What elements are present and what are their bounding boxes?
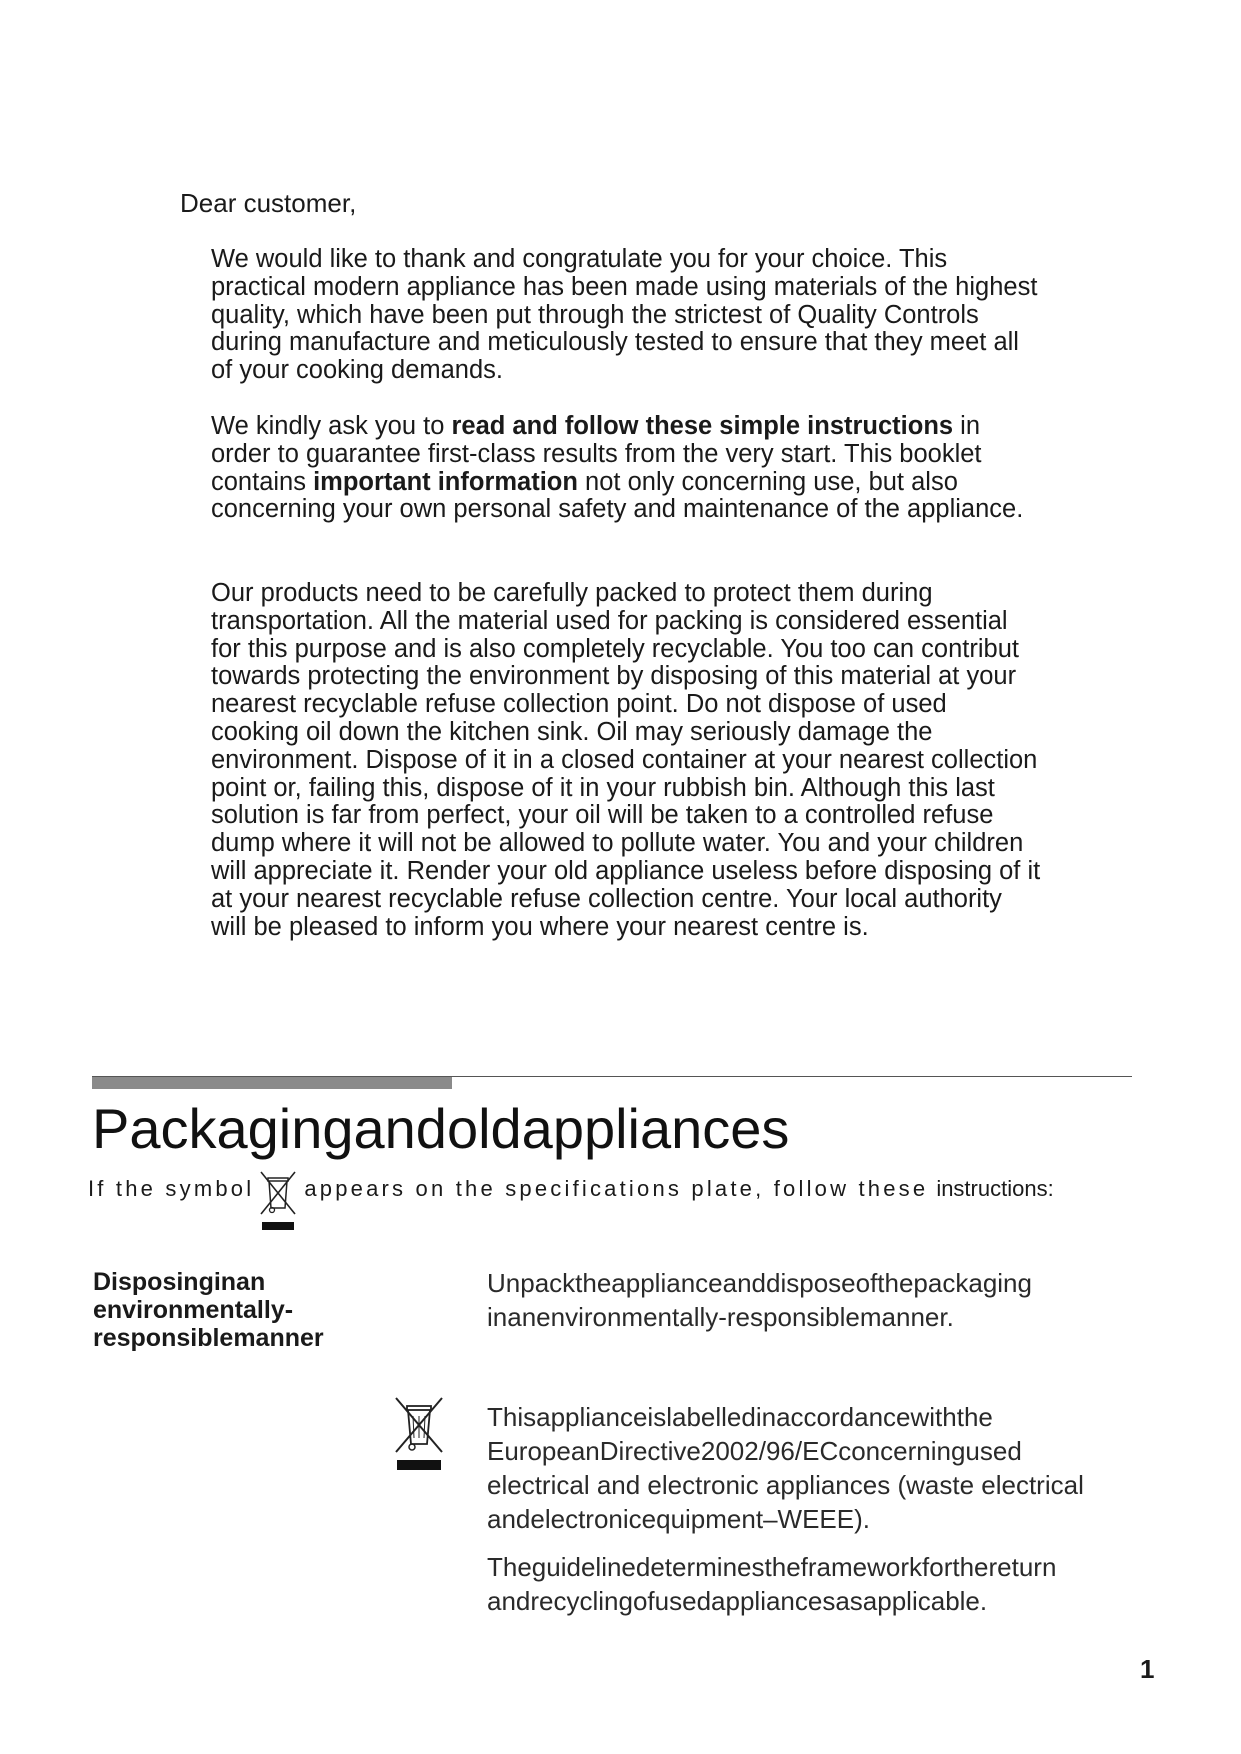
- crossed-out-bin-icon: [258, 1168, 298, 1234]
- symbol-instruction: [88, 1176, 1054, 1236]
- intro-paragraph-2: [211, 413, 1041, 524]
- intro-paragraph-3: Our products need to be carefully packed to protect them during transportation. All the material used for packing is considered essential for this purpose and is also completely recyclable. You too can contribut towards protecting the environment by disposing of this material at your nearest recyclable refuse collection point. Do not dispose of used cooking oil down the kitchen sink. Oil may seriously damage the environment. Dispose of it in a closed container at your nearest collection point or, failing this, dispose of it in your rubbish bin. Although this last solution is far from perfect, your oil will be taken to a controlled refuse dump where it will not be allowed to pollute water. You and your children will appreciate it. Render your old appliance useless before disposing of it at your nearest recyclable refuse collection centre. Your local authority will be pleased to inform you where your nearest centre is.: [211, 579, 1041, 941]
- p2-text-a: We kindly ask you to: [211, 412, 452, 440]
- page-number: 1: [1140, 1654, 1155, 1684]
- section-divider-bar: [92, 1077, 452, 1089]
- weee-directive-text: Thisapplianceislabelledinaccordancewiththe EuropeanDirective2002/96/ECconcerningused electrical and electronic appliances (waste electrical andelectronicequipment–WEEE).: [487, 1402, 1084, 1534]
- guideline-text: Theguidelinedeterminestheframeworkforthereturn andrecyclingofusedappliancesasapplicable.: [487, 1552, 1057, 1616]
- greeting: Dear customer,: [180, 188, 357, 218]
- p2-text-c: in order to guarantee first-class results from the very start. This booklet contains: [211, 412, 982, 496]
- section-title: Packagingandoldappliances: [92, 1097, 790, 1160]
- disposal-heading: Disposinginan environmentally-responsiblemanner: [93, 1268, 324, 1352]
- p2-text-e: not only concerning use, but also concerning your own personal safety and maintenance of the appliance.: [211, 467, 1024, 524]
- intro-paragraph-1: We would like to thank and congratulate you for your choice. This practical modern appliance has been made using materials of the highest quality, which have been put through the strictest of Quality Controls during manufacture and meticulously tested to ensure that they meet all of your cooking demands.: [211, 245, 1038, 385]
- symbol-text-tail: instructions:: [936, 1176, 1054, 1201]
- crossed-out-bin-icon-large: [393, 1394, 445, 1474]
- p2-bold-instructions: read and follow these simple instructions: [451, 412, 954, 440]
- unpack-instruction: Unpacktheapplianceanddisposeofthepackaging inanenvironmentally-responsiblemanner.: [487, 1268, 1032, 1332]
- symbol-text-before: If the symbol: [88, 1176, 255, 1201]
- symbol-text-after: appears on the specifications plate, follow these: [304, 1176, 929, 1201]
- p2-bold-important: important information: [313, 467, 578, 496]
